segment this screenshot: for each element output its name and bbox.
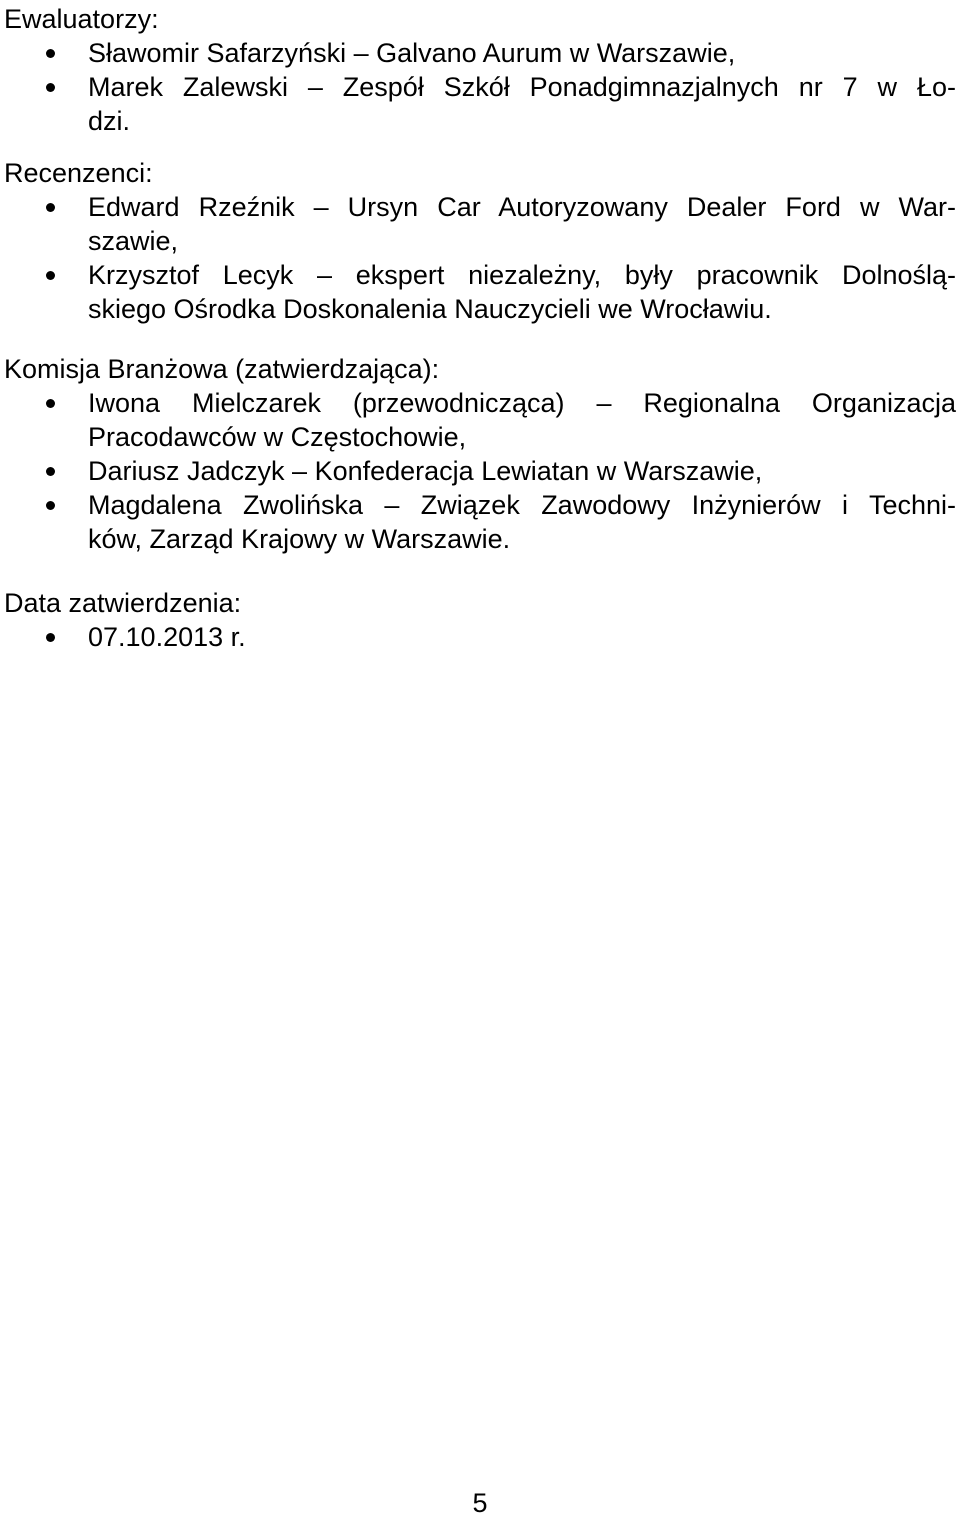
list-item-line: Krzysztof Lecyk – ekspert niezależny, były pracownik Dolnoślą- xyxy=(88,260,956,290)
list-item xyxy=(4,70,956,138)
list-item-line: Marek Zalewski – Zespół Szkół Ponadgimnazjalnych nr 7 w Ło- xyxy=(88,72,956,102)
list-item xyxy=(4,258,956,326)
section-komisja-branzowa xyxy=(4,352,956,556)
komisja-list xyxy=(4,386,956,556)
list-item xyxy=(4,620,956,654)
section-recenzenci xyxy=(4,156,956,326)
section-heading-ewaluatorzy: Ewaluatorzy: xyxy=(4,4,159,34)
list-item xyxy=(4,454,956,488)
list-item-line: szawie, xyxy=(88,226,179,256)
list-item-line: Edward Rzeźnik – Ursyn Car Autoryzowany Dealer Ford w War- xyxy=(88,192,956,222)
list-item xyxy=(4,36,956,70)
section-data-zatwierdzenia xyxy=(4,586,956,654)
list-item-line: Sławomir Safarzyński – Galvano Aurum w Warszawie, xyxy=(88,38,736,68)
section-heading-data-zatwierdzenia: Data zatwierdzenia: xyxy=(4,588,242,618)
list-item-line: dzi. xyxy=(88,106,131,136)
list-item-line: Iwona Mielczarek (przewodnicząca) – Regionalna Organizacja xyxy=(88,388,956,418)
recenzenci-list xyxy=(4,190,956,326)
list-item xyxy=(4,386,956,454)
data-zatwierdzenia-list xyxy=(4,620,956,654)
list-item xyxy=(4,488,956,556)
list-item-line: skiego Ośrodka Doskonalenia Nauczycieli we Wrocławiu. xyxy=(88,294,772,324)
list-item-line: Dariusz Jadczyk – Konfederacja Lewiatan w Warszawie, xyxy=(88,456,763,486)
page-number: 5 xyxy=(472,1488,488,1518)
list-item-line: Magdalena Zwolińska – Związek Zawodowy Inżynierów i Techni- xyxy=(88,490,956,520)
list-item-line: Pracodawców w Częstochowie, xyxy=(88,422,467,452)
list-item-line: 07.10.2013 r. xyxy=(88,622,246,652)
section-heading-recenzenci: Recenzenci: xyxy=(4,158,153,188)
ewaluatorzy-list xyxy=(4,36,956,138)
section-heading-komisja-branzowa: Komisja Branżowa (zatwierdzająca): xyxy=(4,354,440,384)
list-item-line: ków, Zarząd Krajowy w Warszawie. xyxy=(88,524,511,554)
list-item xyxy=(4,190,956,258)
section-ewaluatorzy xyxy=(4,2,956,138)
